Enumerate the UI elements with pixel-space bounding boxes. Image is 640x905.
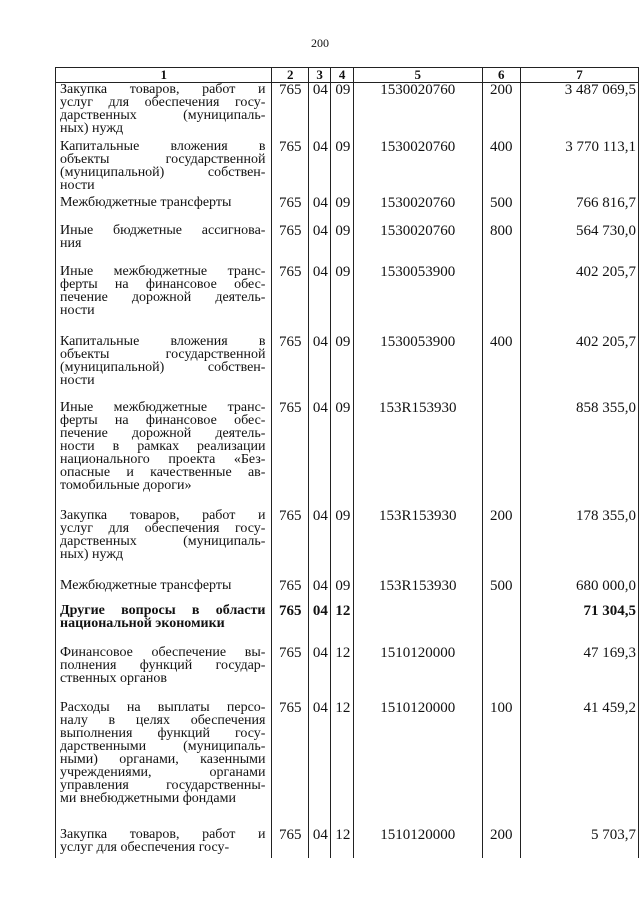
target-item-code: 1530020760 xyxy=(353,83,482,140)
expense-type-code: 400 xyxy=(482,140,521,196)
amount: 71 304,5 xyxy=(521,604,639,646)
expense-type-code: 400 xyxy=(482,335,521,401)
row-name-line: ных) нужд xyxy=(60,546,124,562)
target-item-code: 1530020760 xyxy=(353,224,482,265)
section-code: 04 xyxy=(308,604,331,646)
section-code: 04 xyxy=(308,265,331,335)
subsection-code: 09 xyxy=(331,224,354,265)
row-name xyxy=(56,335,272,401)
amount: 402 205,7 xyxy=(521,335,639,401)
row-name-line: дарственными (муниципаль- xyxy=(60,738,266,754)
section-code: 04 xyxy=(308,140,331,196)
expense-type-code: 800 xyxy=(482,224,521,265)
subsection-code: 09 xyxy=(331,401,354,509)
expense-type-code xyxy=(482,604,521,646)
table-row xyxy=(56,646,639,701)
row-name xyxy=(56,828,272,858)
target-item-code xyxy=(353,604,482,646)
row-name-line: объекты государственной xyxy=(60,151,266,167)
admin-code: 765 xyxy=(272,509,308,579)
table-row xyxy=(56,828,639,858)
row-name xyxy=(56,646,272,701)
row-name-line: учреждениями, органами xyxy=(60,764,266,780)
row-name-line: национальной экономики xyxy=(60,615,225,631)
column-header: 4 xyxy=(331,68,354,83)
admin-code: 765 xyxy=(272,83,308,140)
admin-code: 765 xyxy=(272,579,308,604)
table-row xyxy=(56,83,639,140)
target-item-code: 1530020760 xyxy=(353,140,482,196)
target-item-code: 153R153930 xyxy=(353,401,482,509)
row-name-line: дарственных (муниципаль- xyxy=(60,108,266,123)
expense-type-code: 500 xyxy=(482,196,521,224)
table-row xyxy=(56,196,639,224)
section-code: 04 xyxy=(308,196,331,224)
row-name-line: дарственных (муниципаль- xyxy=(60,533,266,549)
table-row xyxy=(56,401,639,509)
amount: 5 703,7 xyxy=(521,828,639,858)
admin-code: 765 xyxy=(272,646,308,701)
row-name xyxy=(56,265,272,335)
subsection-code: 12 xyxy=(331,604,354,646)
row-name-line: объекты государственной xyxy=(60,346,266,362)
row-name-line: ности xyxy=(60,177,95,193)
target-item-code: 1530020760 xyxy=(353,196,482,224)
expense-type-code: 200 xyxy=(482,83,521,140)
row-name xyxy=(56,224,272,265)
subsection-code: 12 xyxy=(331,701,354,828)
row-name xyxy=(56,579,272,604)
amount: 41 459,2 xyxy=(521,701,639,828)
table-row xyxy=(56,335,639,401)
row-name-line: Капитальные вложения в xyxy=(60,333,266,349)
row-name-line: услуг для обеспечения госу- xyxy=(60,520,266,536)
column-header: 5 xyxy=(353,68,482,83)
subsection-code: 09 xyxy=(331,579,354,604)
row-name xyxy=(56,604,272,646)
subsection-code: 09 xyxy=(331,509,354,579)
column-header: 2 xyxy=(272,68,308,83)
expense-type-code xyxy=(482,265,521,335)
budget-table xyxy=(55,67,639,858)
section-code: 04 xyxy=(308,646,331,701)
expense-type-code: 200 xyxy=(482,509,521,579)
table-row xyxy=(56,604,639,646)
row-name xyxy=(56,509,272,579)
table-row xyxy=(56,140,639,196)
row-name-line: опасные и качественные ав- xyxy=(60,464,266,480)
row-name-line: ми внебюджетными фондами xyxy=(60,790,236,806)
row-name-line: ферты на финансовое обес- xyxy=(60,412,266,428)
section-code: 04 xyxy=(308,509,331,579)
expense-type-code xyxy=(482,646,521,701)
target-item-code: 1510120000 xyxy=(353,701,482,828)
admin-code: 765 xyxy=(272,604,308,646)
section-code: 04 xyxy=(308,579,331,604)
row-name-line: (муниципальной) собствен- xyxy=(60,359,266,375)
row-name-line: ности xyxy=(60,302,95,318)
row-name-line: Закупка товаров, работ и xyxy=(60,826,266,842)
table-row xyxy=(56,265,639,335)
amount: 858 355,0 xyxy=(521,401,639,509)
row-name xyxy=(56,196,272,224)
row-name-line: налу в целях обеспечения xyxy=(60,712,266,728)
row-name xyxy=(56,140,272,196)
admin-code: 765 xyxy=(272,265,308,335)
row-name-line: услуг для обеспечения госу- xyxy=(60,95,266,110)
row-name-line: ными) органами, казенными xyxy=(60,751,266,767)
target-item-code: 1530053900 xyxy=(353,335,482,401)
column-header: 7 xyxy=(521,68,639,83)
row-name-line: Иные межбюджетные транс- xyxy=(60,263,266,279)
section-code: 04 xyxy=(308,224,331,265)
section-code: 04 xyxy=(308,828,331,858)
admin-code: 765 xyxy=(272,224,308,265)
admin-code: 765 xyxy=(272,335,308,401)
subsection-code: 09 xyxy=(331,83,354,140)
table-row xyxy=(56,224,639,265)
row-name-line: печение дорожной деятель- xyxy=(60,425,266,441)
amount: 3 487 069,5 xyxy=(521,83,639,140)
row-name-line: выполнения функций госу- xyxy=(60,725,266,741)
row-name-line: Иные бюджетные ассигнова- xyxy=(60,222,266,238)
target-item-code: 153R153930 xyxy=(353,509,482,579)
row-name-line: Расходы на выплаты персо- xyxy=(60,699,266,715)
subsection-code: 12 xyxy=(331,646,354,701)
row-name-line: услуг для обеспечения госу- xyxy=(60,839,230,855)
row-name-line: Межбюджетные трансферты xyxy=(60,577,232,593)
expense-type-code xyxy=(482,401,521,509)
page-number: 200 xyxy=(311,36,329,50)
table-row xyxy=(56,579,639,604)
row-name-line: Другие вопросы в области xyxy=(60,602,266,618)
row-name-line: ферты на финансовое обес- xyxy=(60,276,266,292)
amount: 47 169,3 xyxy=(521,646,639,701)
row-name xyxy=(56,83,272,140)
row-name-line: ния xyxy=(60,235,82,251)
row-name-line: томобильные дороги» xyxy=(60,477,192,493)
admin-code: 765 xyxy=(272,701,308,828)
row-name-line: Закупка товаров, работ и xyxy=(60,507,266,523)
row-name-line: национального проекта «Без- xyxy=(60,451,266,467)
amount: 564 730,0 xyxy=(521,224,639,265)
row-name-line: Капитальные вложения в xyxy=(60,138,266,154)
row-name-line: Финансовое обеспечение вы- xyxy=(60,644,266,660)
admin-code: 765 xyxy=(272,828,308,858)
amount: 178 355,0 xyxy=(521,509,639,579)
column-header: 3 xyxy=(308,68,331,83)
row-name xyxy=(56,401,272,509)
table-row xyxy=(56,701,639,828)
amount: 766 816,7 xyxy=(521,196,639,224)
section-code: 04 xyxy=(308,401,331,509)
table-body xyxy=(56,83,639,858)
section-code: 04 xyxy=(308,83,331,140)
row-name-line: печение дорожной деятель- xyxy=(60,289,266,305)
row-name-line: Закупка товаров, работ и xyxy=(60,82,266,97)
target-item-code: 1510120000 xyxy=(353,646,482,701)
row-name-line: ности в рамках реализации xyxy=(60,438,266,454)
row-name-line: (муниципальной) собствен- xyxy=(60,164,266,180)
amount: 680 000,0 xyxy=(521,579,639,604)
target-item-code: 1530053900 xyxy=(353,265,482,335)
admin-code: 765 xyxy=(272,140,308,196)
subsection-code: 09 xyxy=(331,265,354,335)
row-name-line: полнения функций государ- xyxy=(60,657,266,673)
row-name-line: Иные межбюджетные транс- xyxy=(60,399,266,415)
section-code: 04 xyxy=(308,701,331,828)
row-name-line: управления государственны- xyxy=(60,777,266,793)
section-code: 04 xyxy=(308,335,331,401)
table-row xyxy=(56,509,639,579)
row-name-line: ственных органов xyxy=(60,670,168,686)
header-row xyxy=(56,68,639,83)
column-header: 6 xyxy=(482,68,521,83)
target-item-code: 153R153930 xyxy=(353,579,482,604)
subsection-code: 09 xyxy=(331,140,354,196)
row-name xyxy=(56,701,272,828)
expense-type-code: 500 xyxy=(482,579,521,604)
subsection-code: 09 xyxy=(331,196,354,224)
row-name-line: Межбюджетные трансферты xyxy=(60,194,232,210)
expense-type-code: 100 xyxy=(482,701,521,828)
column-header: 1 xyxy=(56,68,272,83)
admin-code: 765 xyxy=(272,401,308,509)
amount: 3 770 113,1 xyxy=(521,140,639,196)
target-item-code: 1510120000 xyxy=(353,828,482,858)
expense-type-code: 200 xyxy=(482,828,521,858)
admin-code: 765 xyxy=(272,196,308,224)
amount: 402 205,7 xyxy=(521,265,639,335)
subsection-code: 09 xyxy=(331,335,354,401)
row-name-line: ных) нужд xyxy=(60,121,124,136)
subsection-code: 12 xyxy=(331,828,354,858)
row-name-line: ности xyxy=(60,372,95,388)
